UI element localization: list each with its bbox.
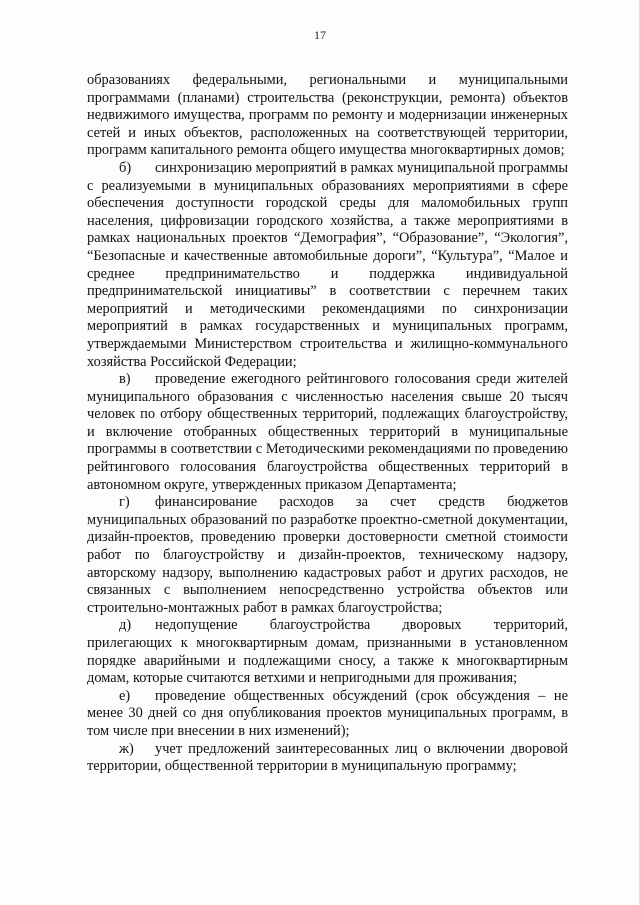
paragraph-g — [87, 494, 568, 617]
item-marker: г) — [119, 494, 130, 511]
paragraph-b — [87, 160, 568, 371]
item-marker: ж) — [119, 740, 134, 757]
paragraph-text: проведение ежегодного рейтингового голосования среди жителей муниципального образования с численностью населения свыше 20 тысяч человек по отбору общественных территорий, подлежащих благоустройству, и включение отобранных общественных территорий в муниципальные программы в соответствии с Методическими рекомендациями по проведению рейтингового голосования благоустройства общественных территорий в автономном округе, утвержденных приказом Департамента; — [87, 371, 568, 493]
paragraph-text: учет предложений заинтересованных лиц о включении дворовой территории, общественной территории в муниципальную программу; — [87, 740, 568, 775]
paragraph-v — [87, 371, 568, 494]
paragraph-text: образованиях федеральными, региональными и муниципальными программами (планами) строительства (реконструкции, ремонта) объектов недвижимого имущества, программ по ремонту и модернизации инженерных сетей и иных объектов, расположенных на соответствующей территории, программ капитального ремонта общего имущества многоквартирных домов; — [87, 72, 568, 159]
paragraph-continuation — [87, 72, 568, 160]
paragraph-d — [87, 617, 568, 687]
paragraph-text: синхронизацию мероприятий в рамках муниципальной программы с реализуемыми в муниципальных образованиях мероприятиями в сфере обеспечения доступности городской среды для маломобильных групп населения, цифровизации городского хозяйства, а также мероприятиями в рамках национальных проектов “Демография”, “Образование”, “Экология”, “Безопасные и качественные автомобильные дороги”, “Культура”, “Малое и среднее предпринимательство и поддержка индивидуальной предпринимательской инициативы” в соответствии с перечнем таких мероприятий и методическими рекомендациями по синхронизации мероприятий в рамках государственных и муниципальных программ, утверждаемыми Министерством строительства и жилищно-коммунального хозяйства Российской Федерации; — [87, 159, 568, 370]
paragraph-e — [87, 688, 568, 741]
paragraph-text: финансирование расходов за счет средств бюджетов муниципальных образований по разработке проектно-сметной документации, дизайн-проектов, проведению проверки достоверности сметной стоимости работ по благоустройству и дизайн-проектов, техническому надзору, авторскому надзору, выполнению кадастровых работ и других расходов, не связанных с выполнением непосредственно устройства объектов или строительно-монтажных работ в рамках благоустройства; — [87, 494, 568, 616]
item-marker: б) — [119, 159, 132, 176]
paragraph-zh — [87, 741, 568, 776]
item-marker: в) — [119, 371, 131, 388]
paragraph-text: проведение общественных обсуждений (срок обсуждения – не менее 30 дней со дня опубликования проектов муниципальных программ, в том числе при внесении в них изменений); — [87, 687, 568, 739]
paragraph-text: недопущение благоустройства дворовых территорий, прилегающих к многоквартирным домам, признанными в установленном порядке аварийными и подлежащими сносу, а также к многоквартирным домам, которые считаются ветхими и непригодными для проживания; — [87, 617, 568, 687]
document-body — [87, 72, 568, 776]
item-marker: д) — [119, 617, 132, 634]
page-number: 17 — [314, 28, 326, 42]
item-marker: е) — [119, 687, 131, 704]
